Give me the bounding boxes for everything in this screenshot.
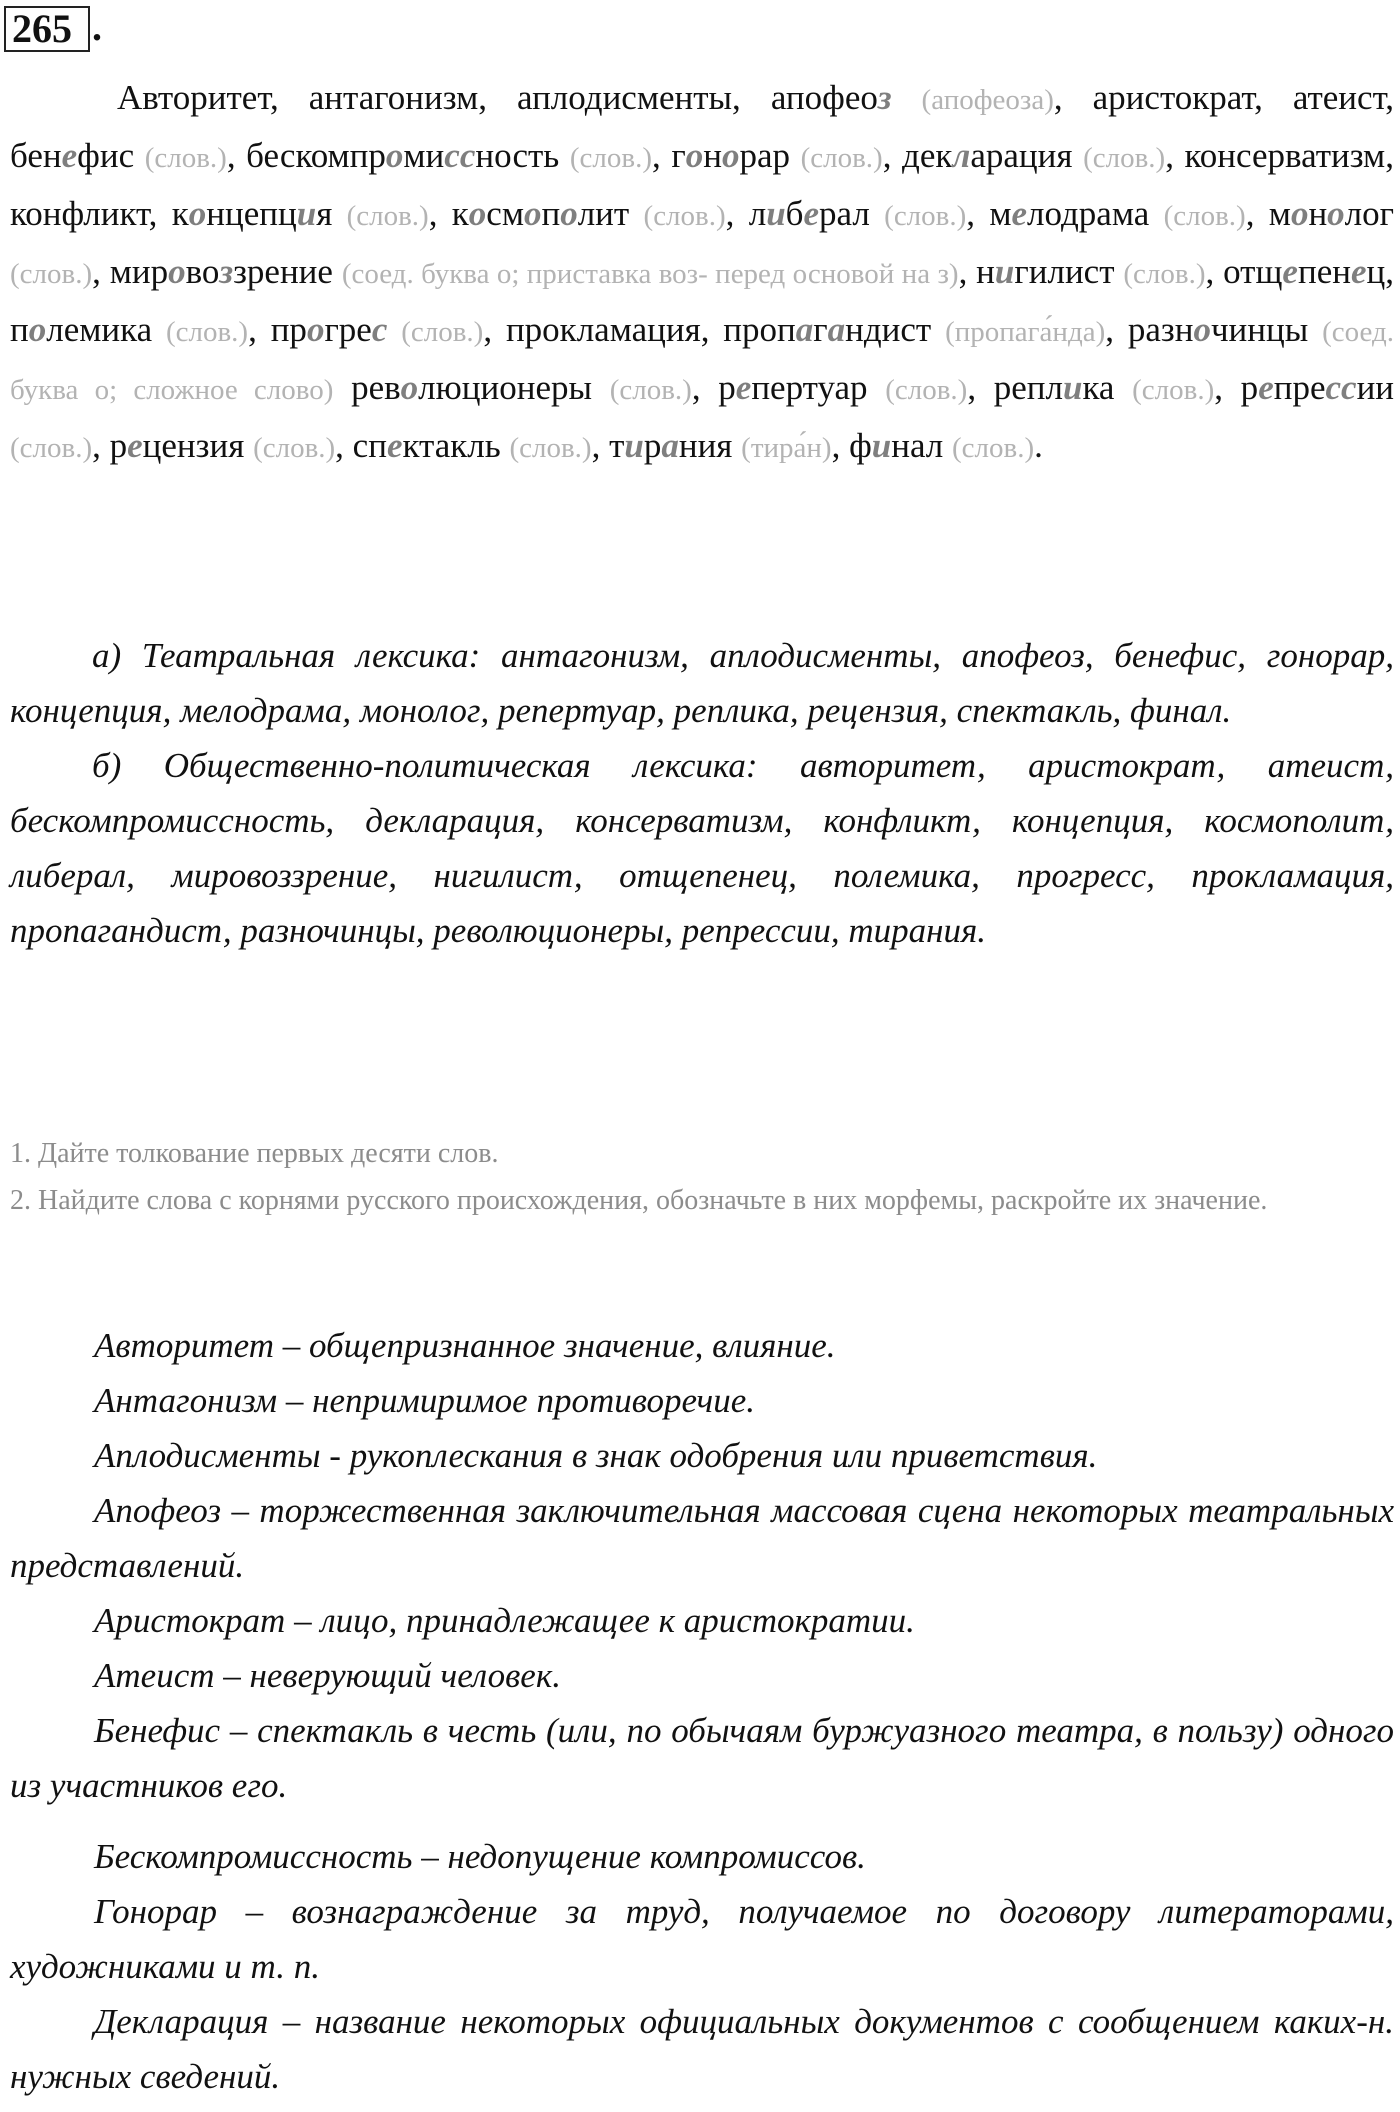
exercise-word-list — [10, 70, 1394, 476]
highlighted-letter: сс — [1325, 368, 1357, 407]
highlighted-letter: е — [386, 426, 403, 465]
text-segment: зрение — [233, 252, 342, 291]
text-segment: во — [185, 252, 220, 291]
dictionary-note: (слов.) — [800, 142, 883, 174]
text-segment: , т — [591, 426, 625, 465]
highlighted-letter: о — [1290, 194, 1309, 233]
highlighted-letter: з — [219, 252, 234, 291]
dictionary-note: (слов.) — [1083, 142, 1166, 174]
highlighted-letter: о — [560, 194, 578, 233]
text-segment: , дек — [882, 136, 953, 175]
text-segment: , н — [958, 252, 995, 291]
text-segment: , репл — [967, 368, 1063, 407]
task-item: 2. Найдите слова с корнями русского происхождения, обозначьте в них морфемы, раскройте их значение. — [10, 1185, 1268, 1216]
highlighted-letter: е — [1350, 252, 1367, 291]
definition-item: Апофеоз – торжественная заключительная массовая сцена некоторых театральных представлений. — [10, 1491, 1394, 1585]
text-segment — [892, 78, 922, 117]
dictionary-note: (слов.) — [569, 142, 652, 174]
group-theatrical: а) Театральная лексика: антагонизм, аплодисменты, апофеоз, бенефис, гонорар, концепция, мелодрама, монолог, репертуар, реплика, рецензия, спектакль, финал. — [10, 636, 1394, 730]
dictionary-note: (слов.) — [401, 316, 484, 348]
definition-item: Декларация – название некоторых официальных документов с сообщением каких-н. нужных сведений. — [10, 2002, 1394, 2096]
definition-item: Атеист – неверующий человек. — [94, 1656, 561, 1695]
definition-item: Аплодисменты - рукоплескания в знак одобрения или приветствия. — [94, 1436, 1098, 1475]
dictionary-note: (слов.) — [165, 316, 249, 348]
text-segment: лог — [1344, 194, 1394, 233]
text-segment: , к — [428, 194, 469, 233]
text-segment: г — [813, 310, 828, 349]
text-segment: , сп — [335, 426, 387, 465]
dictionary-note: (слов.) — [346, 200, 429, 232]
text-segment: нцепц — [206, 194, 297, 233]
text-segment: , мир — [92, 252, 169, 291]
highlighted-letter: о — [306, 310, 325, 349]
text-segment: , м — [1245, 194, 1291, 233]
text-segment: арация — [970, 136, 1084, 175]
highlighted-letter: е — [1258, 368, 1274, 407]
text-segment: ния — [678, 426, 742, 465]
text-segment: ии — [1356, 368, 1395, 407]
highlighted-letter: е — [803, 194, 820, 233]
dictionary-note: (слов.) — [144, 142, 227, 174]
text-segment: , консерватизм, конфликт, к — [10, 136, 1394, 233]
dictionary-note: (соед. буква о; сложное слово) — [10, 316, 1394, 406]
highlighted-letter: о — [468, 194, 487, 233]
highlighted-letter: и — [624, 426, 644, 465]
text-segment: пен — [1297, 252, 1351, 291]
highlighted-letter: а — [827, 310, 846, 349]
text-segment — [387, 310, 401, 349]
text-segment: н — [703, 136, 722, 175]
dictionary-note: (слов.) — [1132, 374, 1215, 406]
definition-item: Бескомпромиссность – недопущение компромиссов. — [94, 1837, 866, 1876]
text-segment: , прокламация, проп — [483, 310, 796, 349]
text-segment: , м — [966, 194, 1012, 233]
dictionary-note: (пропага́нда) — [945, 316, 1106, 348]
text-segment: , р — [691, 368, 736, 407]
definitions — [10, 1318, 1394, 2104]
group-socio-political: б) Общественно-политическая лексика: авторитет, аристократ, атеист, бескомпромиссность, декларация, консерватизм, конфликт, концепция, космополит, либерал, мировоззрение, нигилист, отщепенец, полемика, прогресс, прокламация, пропагандист, разночинцы, революционеры, репрессии, тирания. — [10, 746, 1394, 950]
lexicon-groups — [10, 628, 1394, 958]
text-segment: Авторитет, антагонизм, аплодисменты, апофео — [117, 78, 878, 117]
text-segment: ц, п — [10, 252, 1394, 349]
highlighted-letter: е — [1282, 252, 1298, 291]
text-segment: люционеры — [418, 368, 610, 407]
text-segment: , аристократ, атеист, бен — [10, 78, 1394, 175]
text-segment: , л — [725, 194, 767, 233]
text-segment: гилист — [1014, 252, 1124, 291]
text-segment: ка — [1082, 368, 1133, 407]
text-segment: лит — [577, 194, 644, 233]
highlighted-letter: о — [400, 368, 419, 407]
highlighted-letter: о — [168, 252, 186, 291]
text-segment: р — [643, 426, 662, 465]
highlighted-letter: и — [766, 194, 786, 233]
text-segment: , г — [651, 136, 686, 175]
text-segment: рар — [739, 136, 801, 175]
task-item: 1. Дайте толкование первых десяти слов. — [10, 1138, 499, 1169]
text-segment: , отщ — [1205, 252, 1283, 291]
dictionary-note: (слов.) — [885, 374, 968, 406]
text-segment: ктакль — [402, 426, 510, 465]
text-segment: нал — [891, 426, 953, 465]
text-segment: чинцы — [1210, 310, 1323, 349]
dictionary-note: (тира́н) — [741, 432, 832, 464]
highlighted-letter: о — [523, 194, 542, 233]
text-segment: рал — [819, 194, 885, 233]
text-segment: фис — [77, 136, 145, 175]
highlighted-letter: о — [1193, 310, 1211, 349]
text-segment: ми — [403, 136, 445, 175]
text-segment: , р — [1214, 368, 1259, 407]
highlighted-letter: о — [188, 194, 207, 233]
text-segment: , бескомпр — [226, 136, 386, 175]
text-segment: цензия — [142, 426, 254, 465]
highlighted-letter: о — [1327, 194, 1345, 233]
dictionary-note: (соед. буква о; приставка воз- перед основой на з) — [341, 258, 959, 290]
dictionary-note: (слов.) — [952, 432, 1035, 464]
dictionary-note: (слов.) — [10, 432, 93, 464]
highlighted-letter: е — [61, 136, 78, 175]
text-segment: ность — [475, 136, 570, 175]
highlighted-letter: и — [296, 194, 317, 233]
highlighted-letter: о — [685, 136, 704, 175]
text-segment: , р — [92, 426, 128, 465]
text-segment: , ф — [831, 426, 872, 465]
dictionary-note: (слов.) — [253, 432, 336, 464]
definition-item: Авторитет – общепризнанное значение, влияние. — [94, 1326, 836, 1365]
highlighted-letter: е — [127, 426, 143, 465]
text-segment: см — [486, 194, 524, 233]
highlighted-letter: е — [735, 368, 752, 407]
highlighted-letter: а — [661, 426, 679, 465]
text-segment: н — [1308, 194, 1328, 233]
highlighted-letter: о — [721, 136, 740, 175]
dictionary-note: (слов.) — [509, 432, 592, 464]
highlighted-letter: л — [952, 136, 971, 175]
highlighted-letter: сс — [444, 136, 476, 175]
highlighted-letter: е — [1011, 194, 1028, 233]
text-segment: . — [1034, 426, 1043, 465]
text-segment: лодрама — [1027, 194, 1164, 233]
dictionary-note: (слов.) — [609, 374, 692, 406]
dictionary-note: (слов.) — [1163, 200, 1246, 232]
text-segment: я — [316, 194, 347, 233]
text-segment: пертуар — [751, 368, 886, 407]
definition-item: Бенефис – спектакль в честь (или, по обычаям буржуазного театра, в пользу) одного из участников его. — [10, 1711, 1394, 1805]
dictionary-note: (апофеоза) — [921, 84, 1054, 116]
highlighted-letter: и — [871, 426, 892, 465]
highlighted-letter: о — [385, 136, 404, 175]
text-segment: п — [541, 194, 561, 233]
text-segment: гре — [324, 310, 372, 349]
text-segment: , разн — [1105, 310, 1194, 349]
exercise-number-dot: . — [92, 4, 102, 49]
exercise-number: 265 — [4, 6, 90, 52]
definition-item: Гонорар – вознаграждение за труд, получаемое по договору литераторами, художниками и т. п. — [10, 1892, 1394, 1986]
dictionary-note: (слов.) — [1123, 258, 1206, 290]
dictionary-note: (слов.) — [643, 200, 726, 232]
text-segment: ндист — [845, 310, 946, 349]
highlighted-letter: з — [877, 78, 892, 117]
text-segment: рев — [333, 368, 401, 407]
definition-item: Аристократ – лицо, принадлежащее к аристократии. — [94, 1601, 915, 1640]
dictionary-note: (слов.) — [884, 200, 967, 232]
dictionary-note: (слов.) — [10, 258, 93, 290]
text-segment: пре — [1273, 368, 1326, 407]
highlighted-letter: и — [1062, 368, 1083, 407]
text-segment: б — [785, 194, 804, 233]
highlighted-letter: с — [371, 310, 388, 349]
task-list — [10, 1130, 1394, 1224]
definition-item: Антагонизм – непримиримое противоречие. — [94, 1381, 756, 1420]
highlighted-letter: а — [795, 310, 814, 349]
highlighted-letter: и — [994, 252, 1015, 291]
text-segment: , пр — [248, 310, 307, 349]
highlighted-letter: о — [28, 310, 47, 349]
text-segment: лемика — [46, 310, 166, 349]
